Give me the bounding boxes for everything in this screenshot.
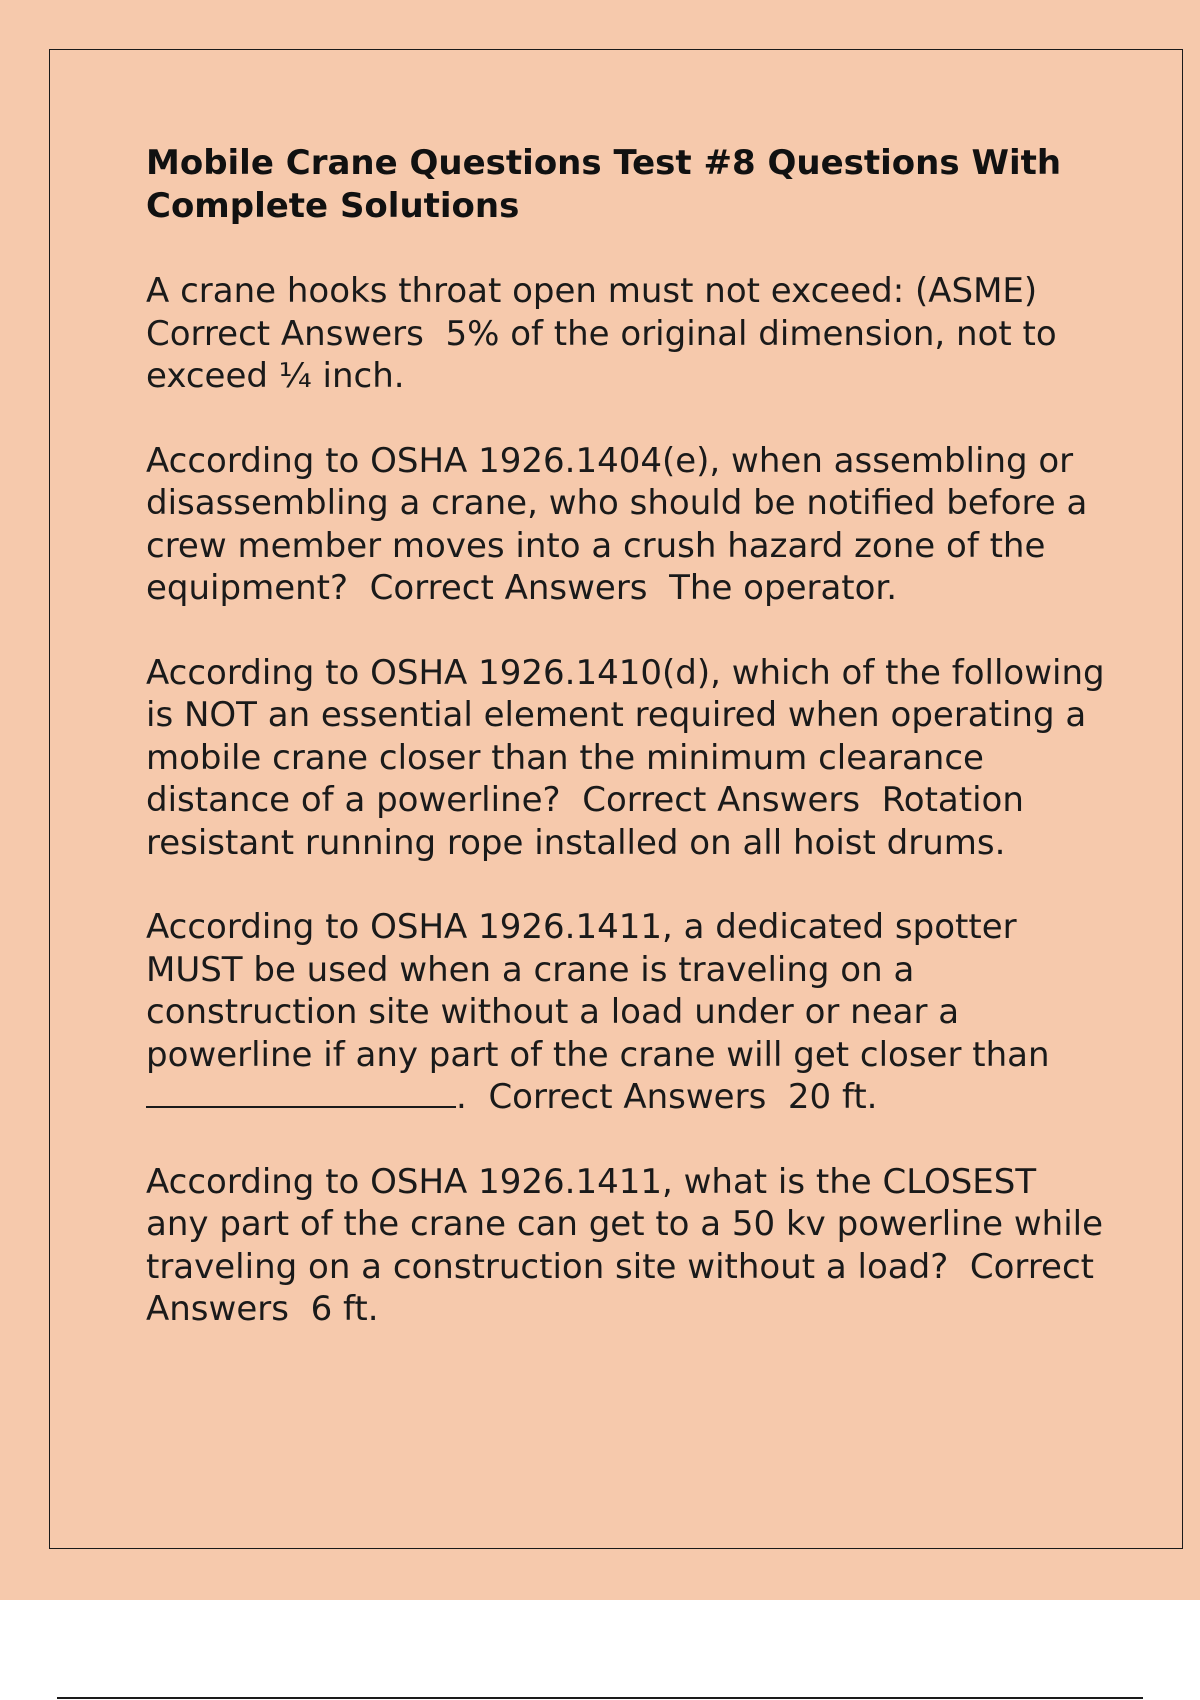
answer-label: Correct Answers — [582, 780, 861, 820]
answer-label: Correct Answers — [146, 1246, 1105, 1329]
question-text: According to OSHA 1926.1410(d), which of the following is NOT an essential element required when operating a mobile crane closer than the minimum clearance distance of a powerline? — [146, 652, 1116, 820]
document-body — [146, 142, 1116, 1373]
qa-item-3 — [146, 652, 1116, 865]
answer-text: Rotation resistant running rope installed on all hoist drums. — [146, 780, 1035, 863]
answer-text: 20 ft. — [787, 1077, 878, 1117]
question-text: According to OSHA 1926.1404(e), when assembling or disassembling a crane, who should be notified before a crew member moves into a crush hazard zone of the equipment? — [146, 440, 1099, 608]
question-text: A crane hooks throat open must not exceed: (ASME) — [146, 271, 1038, 311]
answer-label: Correct Answers — [488, 1077, 767, 1117]
question-text-end: . — [456, 1077, 467, 1117]
document-title: Mobile Crane Questions Test #8 Questions With Complete Solutions — [146, 143, 1062, 226]
qa-item-4 — [146, 906, 1106, 1119]
answer-label: Correct Answers — [369, 568, 648, 608]
question-text: According to OSHA 1926.1411, a dedicated spotter MUST be used when a crane is traveling on a construction site without a load under or near a powerline if any part of the crane will get closer than — [146, 907, 1050, 1075]
fill-in-blank — [146, 1076, 456, 1108]
qa-item-5 — [146, 1161, 1114, 1331]
footer-divider — [57, 1697, 1143, 1699]
answer-text: The operator. — [669, 568, 898, 608]
answer-text: 5% of the original dimension, not to exceed ¼ inch. — [146, 313, 1068, 396]
answer-label: Correct Answers — [146, 313, 424, 354]
answer-text: 6 ft. — [310, 1289, 379, 1329]
qa-item-2 — [146, 440, 1106, 610]
question-text: According to OSHA 1926.1411, what is the CLOSEST any part of the crane can get to a 50 kv powerline while traveling on a construction site without a load? — [146, 1161, 1114, 1287]
qa-item-1 — [146, 270, 1106, 398]
